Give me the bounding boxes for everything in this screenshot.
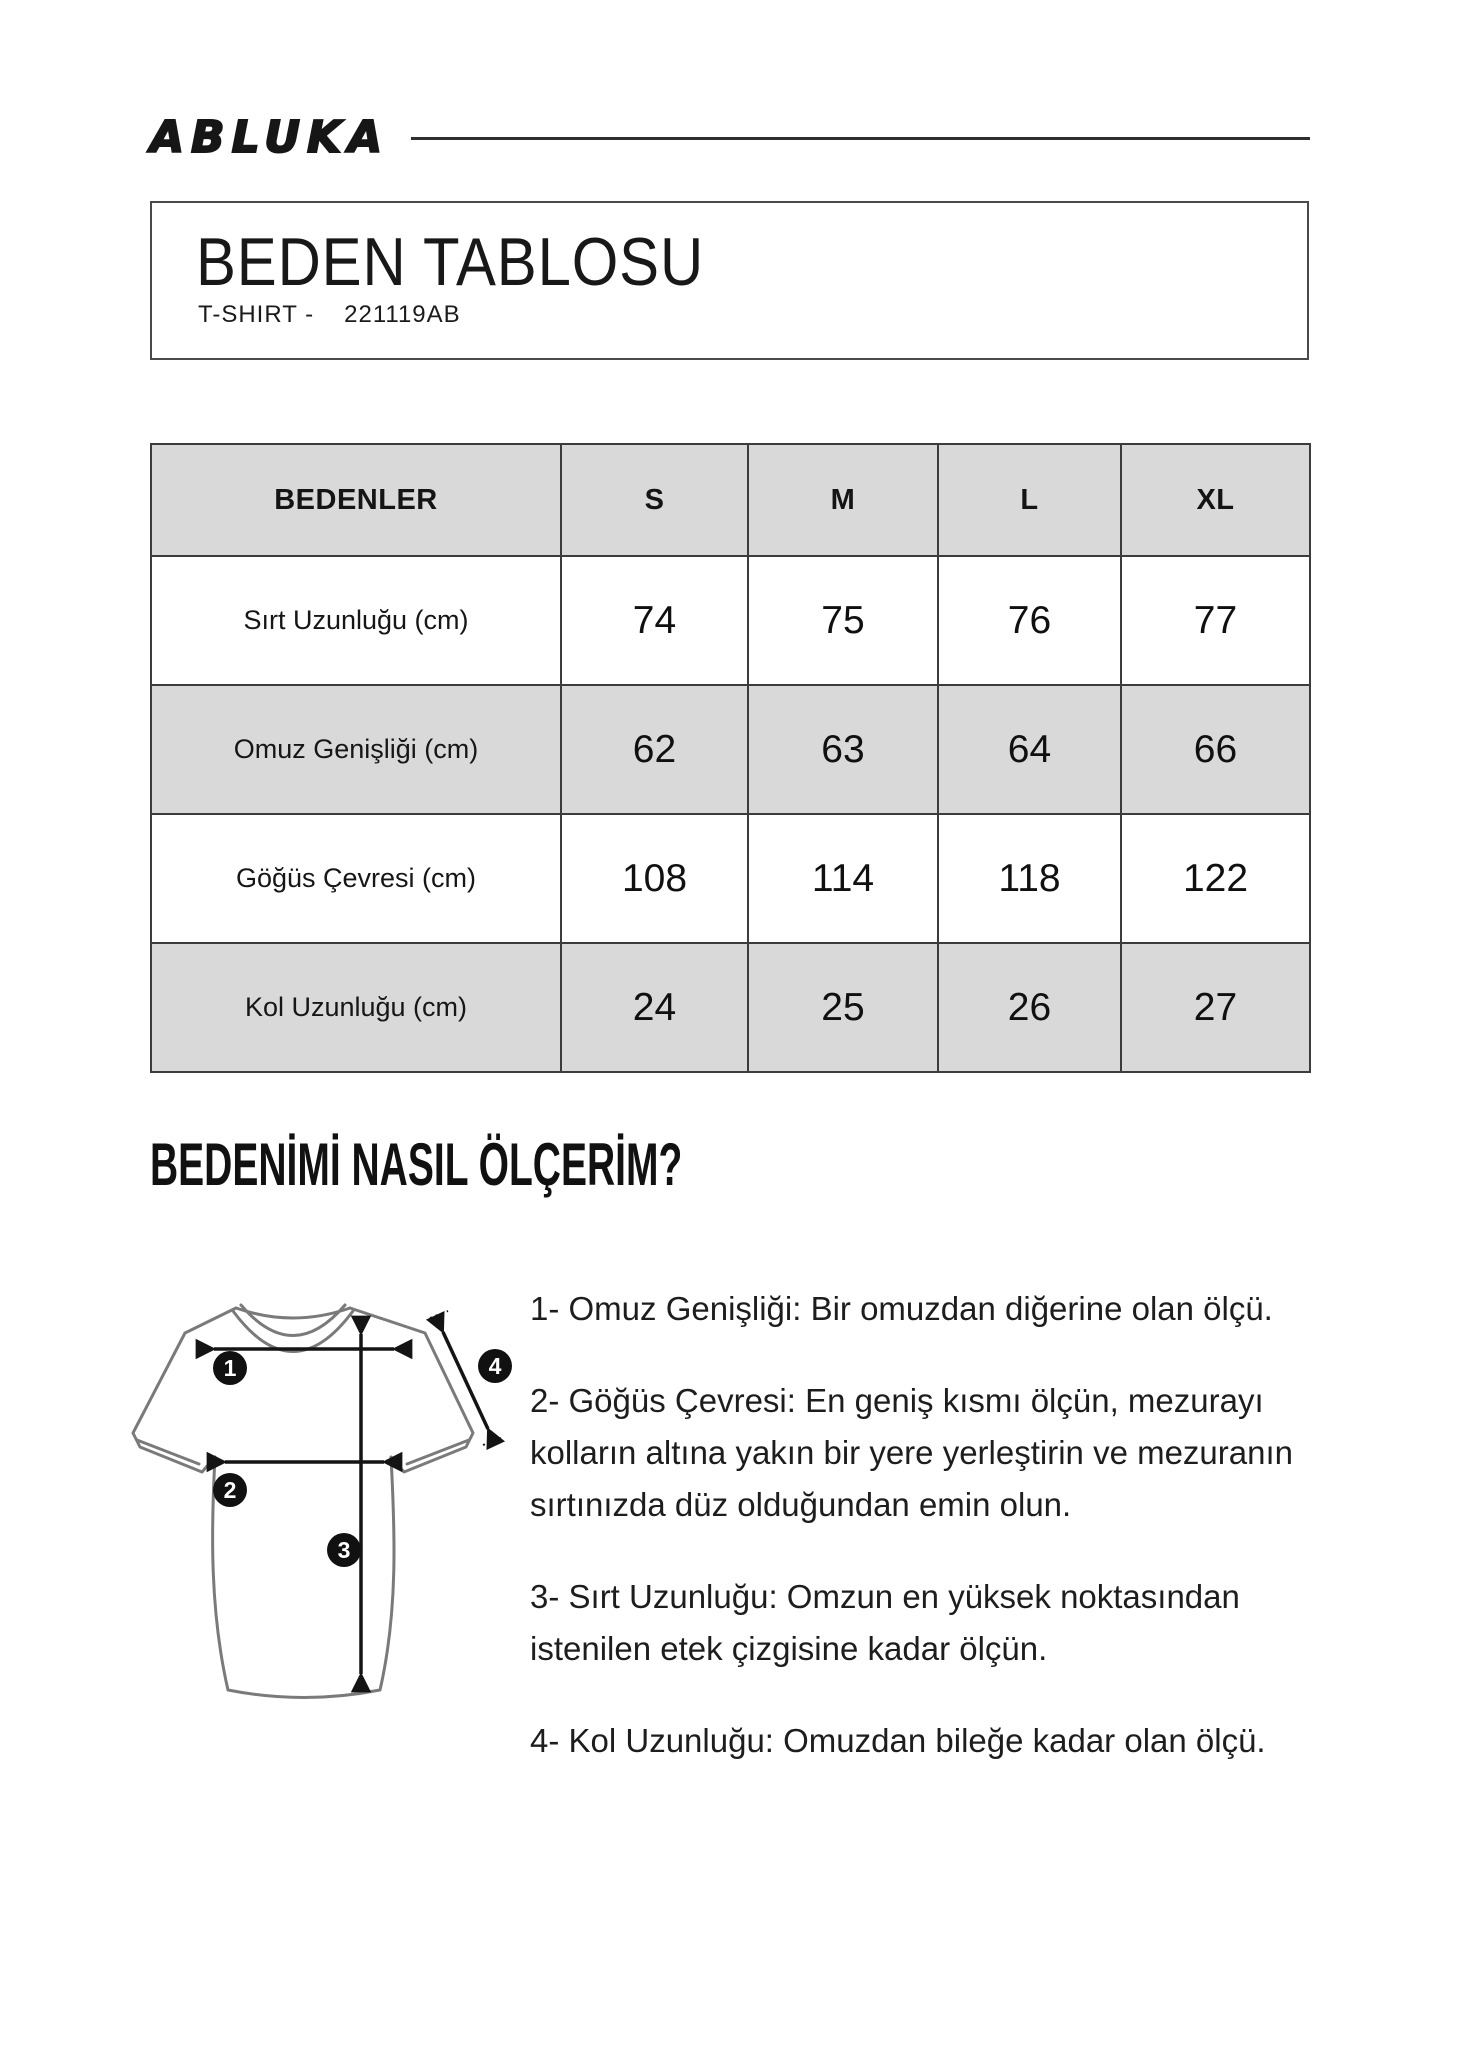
table-row-omuz-genisligi — [151, 685, 1310, 814]
title-box — [150, 201, 1309, 360]
product-code: 221119AB — [344, 301, 461, 328]
size-value: 122 — [1121, 814, 1310, 943]
measure-badge-3 — [327, 1533, 361, 1567]
svg-text:4: 4 — [488, 1353, 502, 1379]
product-line — [198, 301, 461, 329]
svg-text:2: 2 — [223, 1477, 237, 1503]
size-value: 25 — [748, 943, 938, 1072]
table-row-kol-uzunlugu — [151, 943, 1310, 1072]
size-value: 62 — [561, 685, 748, 814]
row-label: Omuz Genişliği (cm) — [151, 685, 561, 814]
size-value: 24 — [561, 943, 748, 1072]
instruction-kol-uzunlugu: 4- Kol Uzunluğu: Omuzdan bileğe kadar olan ölçü. — [530, 1722, 1266, 1759]
size-value: 118 — [938, 814, 1121, 943]
size-value: 76 — [938, 556, 1121, 685]
sleeve-arrow-tick-bottom — [483, 1438, 501, 1445]
brand-logo: ABLUKA — [150, 112, 390, 163]
header-cell-s: S — [561, 444, 748, 556]
size-table-header-row — [151, 444, 1310, 556]
sleeve-arrow-tick-top — [430, 1311, 448, 1318]
instruction-gogus-cevresi: 2- Göğüs Çevresi: En geniş kısmı ölçün, mezurayı kolların altına yakın bir yere yerleştirin ve mezuranın sırtınızda düz olduğundan emin olun. — [530, 1382, 1293, 1523]
size-value: 66 — [1121, 685, 1310, 814]
size-value: 77 — [1121, 556, 1310, 685]
header-cell-xl: XL — [1121, 444, 1310, 556]
section-heading: BEDENİMİ NASIL ÖLÇERİM? — [150, 1131, 683, 1198]
row-label: Sırt Uzunluğu (cm) — [151, 556, 561, 685]
product-label: T-SHIRT - — [198, 301, 315, 328]
measure-badge-1 — [213, 1351, 247, 1385]
header-cell-m: M — [748, 444, 938, 556]
table-row-sirt-uzunlugu — [151, 556, 1310, 685]
measure-instructions — [530, 1283, 1345, 1807]
brand-rule-line — [411, 137, 1310, 140]
row-label: Göğüs Çevresi (cm) — [151, 814, 561, 943]
brand-row — [150, 112, 1310, 163]
size-value: 27 — [1121, 943, 1310, 1072]
size-value: 75 — [748, 556, 938, 685]
svg-text:3: 3 — [337, 1537, 351, 1563]
measure-badge-2 — [213, 1473, 247, 1507]
instruction-omuz-genisligi: 1- Omuz Genişliği: Bir omuzdan diğerine olan ölçü. — [530, 1290, 1273, 1327]
size-value: 64 — [938, 685, 1121, 814]
svg-text:1: 1 — [223, 1355, 237, 1381]
instruction-sirt-uzunlugu: 3- Sırt Uzunluğu: Omzun en yüksek noktasından istenilen etek çizgisine kadar ölçün. — [530, 1578, 1240, 1667]
page-title: BEDEN TABLOSU — [196, 224, 705, 300]
size-value: 114 — [748, 814, 938, 943]
size-value: 74 — [561, 556, 748, 685]
header-cell-bedenler: BEDENLER — [151, 444, 561, 556]
row-label: Kol Uzunluğu (cm) — [151, 943, 561, 1072]
size-value: 108 — [561, 814, 748, 943]
size-value: 26 — [938, 943, 1121, 1072]
size-table — [150, 443, 1311, 1073]
tshirt-outline — [133, 1305, 473, 1698]
table-row-gogus-cevresi — [151, 814, 1310, 943]
size-value: 63 — [748, 685, 938, 814]
measure-badge-4 — [478, 1349, 512, 1383]
tshirt-measure-diagram — [88, 1292, 518, 1792]
header-cell-l: L — [938, 444, 1121, 556]
